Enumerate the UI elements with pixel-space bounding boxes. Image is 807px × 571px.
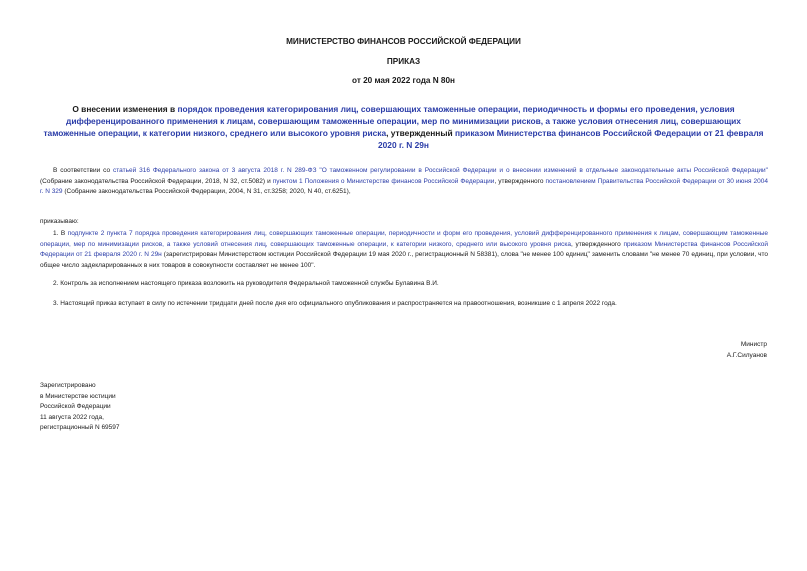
document-title	[40, 103, 767, 151]
preamble-paragraph	[40, 166, 768, 198]
signature-position: Министр	[740, 341, 767, 348]
preamble-text: , утвержденного	[494, 177, 546, 185]
document-date-number: от 20 мая 2022 года N 80н	[352, 76, 455, 85]
registration-line: 11 августа 2022 года,	[40, 413, 104, 421]
item-text: , утвержденного	[570, 240, 624, 248]
preamble-text: В соответствии со	[53, 167, 113, 174]
registration-line: Российской Федерации	[40, 403, 111, 411]
order-item-2: 2. Контроль за исполнением настоящего приказа возложить на руководителя Федеральной таможенной службы Булавина В.И.	[53, 280, 439, 287]
link-order-29n[interactable]: приказом Министерства финансов Российской Федерации от 21 февраля 2020 г. N 29н	[40, 240, 769, 259]
link-ministry-regulation[interactable]: пунктом 1 Положения о Министерстве финансов Российской Федерации	[272, 177, 495, 185]
registration-line: в Министерстве юстиции	[40, 392, 116, 400]
registration-line: Зарегистрировано	[40, 382, 96, 389]
link-subparagraph[interactable]: подпункте 2 пункта 7	[67, 230, 133, 237]
title-text: О внесении изменения в	[72, 104, 178, 114]
order-item-1	[40, 229, 768, 271]
order-word: приказываю:	[40, 218, 79, 225]
link-procedure[interactable]: порядка проведения категорирования лиц, совершающих таможенные операции, периодичности и форм его проведения, условий дифференцированного применения к лицам, совершающим таможенные операции, мер по минимизации рисков, а также условий отнесения лиц, совершающих таможенные операции, к категории низкого, среднего или высокого уровня риска	[40, 230, 769, 248]
link-federal-law-article-316[interactable]: статьей 316 Федерального закона от 3 августа 2018 г. N 289-ФЗ "О таможенном регулировании в Российской Федерации и о внесении изменений в отдельные законодательные акты Российской Федерации"	[112, 167, 768, 174]
title-link-procedure[interactable]: порядок проведения категорирования лиц, совершающих таможенные операции, периодичность и формы его проведения, условия дифференцированного применения к лицам, совершающим таможенные операции, мер по минимизации рисков, а также условия отнесения лиц, совершающих таможенные операции, к категории низкого, среднего или высокого уровня риска	[43, 104, 741, 138]
preamble-text: (Собрание законодательства Российской Федерации, 2018, N 32, ст.5082) и	[40, 177, 273, 185]
preamble-text: (Собрание законодательства Российской Федерации, 2004, N 31, ст.3258; 2020, N 40, ст.6251),	[62, 188, 351, 196]
order-item-3: 3. Настоящий приказ вступает в силу по истечении тридцати дней после дня его официального опубликования и распространяется на правоотношения, возникшие с 1 апреля 2022 года.	[53, 300, 617, 307]
title-text: , утвержденный	[386, 128, 455, 138]
registration-line: регистрационный N 69597	[40, 424, 120, 432]
ministry-heading: МИНИСТЕРСТВО ФИНАНСОВ РОССИЙСКОЙ ФЕДЕРАЦИИ	[286, 37, 521, 46]
item-text: (зарегистрирован Министерством юстиции Российской Федерации 19 мая 2020 г., регистрационный N 58381), слова "не менее 100 единиц" заменить словами "не менее 70 единиц, при условии, что общее число задекларированных в них товаров в совокупности составляет не менее 100".	[40, 251, 768, 269]
signature-name: А.Г.Силуанов	[726, 352, 767, 359]
document-type: ПРИКАЗ	[386, 57, 421, 66]
registration-note	[40, 381, 120, 434]
link-government-resolution[interactable]: постановлением Правительства Российской Федерации от 30 июня 2004 г. N 329	[40, 177, 769, 196]
item-text: 1. В	[53, 230, 68, 237]
title-link-order[interactable]: приказом Министерства финансов Российской Федерации от 21 февраля 2020 г. N 29н	[377, 128, 764, 150]
